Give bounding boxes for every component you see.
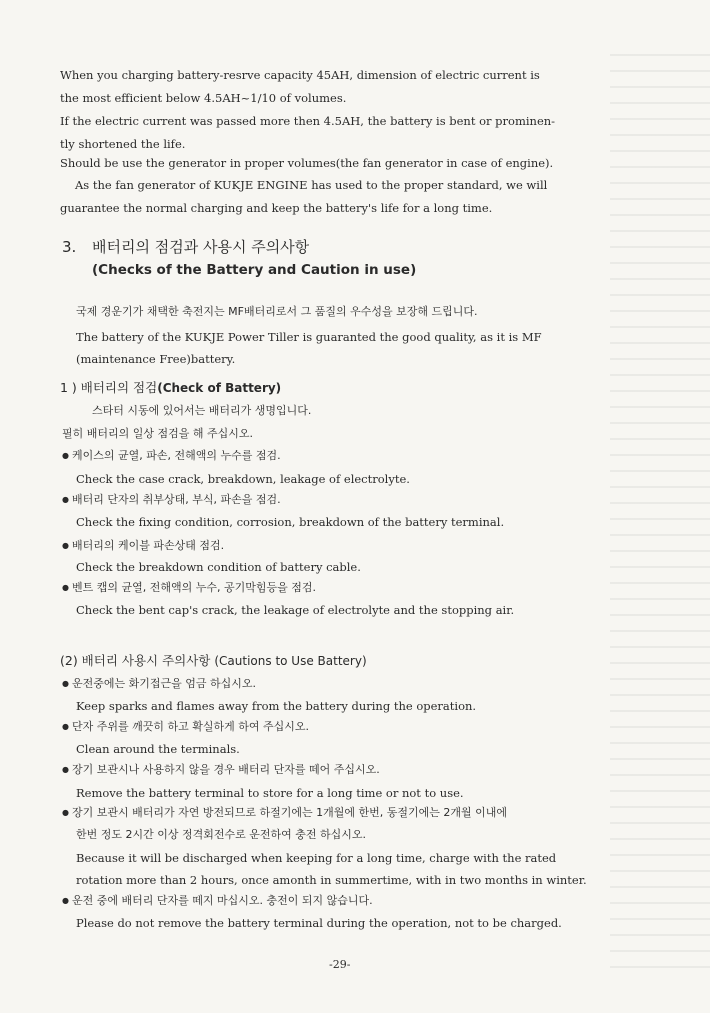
section-3-para-en-1: The battery of the KUKJE Power Tiller is guaranted the good quality, as it is MF	[76, 330, 542, 344]
caution-item-5-en: Please do not remove the battery terminal during the operation, not to be charged.	[76, 916, 562, 930]
intro-line-1: When you charging battery-resrve capacity 45AH, dimension of electric current is	[60, 68, 540, 82]
page-number: -29-	[329, 958, 351, 971]
subsection-2-title-ko: (2) 배터리 사용시 주의사항	[60, 653, 211, 668]
intro-line-7: guarantee the normal charging and keep the battery's life for a long time.	[60, 201, 493, 215]
section-3-number: 3.	[62, 238, 77, 256]
caution-item-2-en: Clean around the terminals.	[76, 742, 240, 756]
subsection-1-line-2: 필히 배터리의 일상 점검을 해 주십시오.	[62, 427, 253, 440]
caution-item-1-ko: ● 운전중에는 화기접근을 엄금 하십시오.	[62, 677, 256, 692]
subsection-1-title-ko: 1 ) 배터리의 점검	[60, 380, 158, 395]
check-item-1-en: Check the case crack, breakdown, leakage of electrolyte.	[76, 472, 410, 486]
caution-item-4-ko-cont: 한번 정도 2시간 이상 정격회전수로 운전하여 충전 하십시오.	[76, 828, 366, 841]
bleed-through-area	[610, 40, 710, 980]
section-3-title-ko: 배터리의 점검과 사용시 주의사항	[92, 238, 310, 256]
intro-line-3: If the electric current was passed more then 4.5AH, the battery is bent or prominen-	[60, 114, 556, 128]
caution-item-5-ko: ● 운전 중에 배터리 단자를 떼지 마십시오. 충전이 되지 않습니다.	[62, 894, 373, 909]
check-item-4-ko: ● 벤트 캡의 균열, 전해액의 누수, 공기막힘등을 점검.	[62, 581, 316, 596]
section-3-title-en: (Checks of the Battery and Caution in use)	[92, 262, 417, 278]
caution-item-4-ko: ● 장기 보관시 배터리가 자연 방전되므로 하절기에는 1개월에 한번, 동절기에는 2개월 이내에	[62, 806, 507, 821]
check-item-4-en: Check the bent cap's crack, the leakage of electrolyte and the stopping air.	[76, 603, 515, 617]
caution-item-2-ko: ● 단자 주위를 깨끗히 하고 확실하게 하여 주십시오.	[62, 720, 309, 735]
caution-item-1-en: Keep sparks and flames away from the battery during the operation.	[76, 699, 477, 713]
check-item-1-ko: ● 케이스의 균열, 파손, 전해액의 누수를 점검.	[62, 449, 281, 464]
subsection-1-title	[60, 381, 281, 395]
section-3-para-ko: 국제 경운기가 채택한 축전지는 MF배터리로서 그 품질의 우수성을 보장해 드립니다.	[76, 305, 478, 318]
caution-item-3-ko: ● 장기 보관시나 사용하지 않을 경우 배터리 단자를 떼어 주십시오.	[62, 763, 380, 778]
subsection-2-title	[60, 654, 367, 668]
check-item-2-en: Check the fixing condition, corrosion, breakdown of the battery terminal.	[76, 515, 505, 529]
check-item-3-en: Check the breakdown condition of battery cable.	[76, 560, 361, 574]
caution-item-3-en: Remove the battery terminal to store for a long time or not to use.	[76, 786, 464, 800]
subsection-1-line-1: 스타터 시동에 있어서는 배터리가 생명입니다.	[92, 404, 312, 417]
intro-line-6: As the fan generator of KUKJE ENGINE has used to the proper standard, we will	[75, 178, 548, 192]
caution-item-4-en-1: Because it will be discharged when keeping for a long time, charge with the rated	[76, 851, 557, 865]
check-item-2-ko: ● 배터리 단자의 취부상태, 부식, 파손을 점검.	[62, 493, 281, 508]
intro-line-4: tly shortened the life.	[60, 137, 186, 151]
check-item-3-ko: ● 배터리의 케이블 파손상태 점검.	[62, 539, 224, 554]
subsection-1-title-en: (Check of Battery)	[157, 381, 282, 395]
intro-line-2: the most efficient below 4.5AH~1/10 of volumes.	[60, 91, 347, 105]
intro-line-5: Should be use the generator in proper volumes(the fan generator in case of engine).	[60, 156, 554, 170]
subsection-2-title-en: (Cautions to Use Battery)	[214, 654, 367, 668]
section-3-para-en-2: (maintenance Free)battery.	[76, 352, 236, 366]
caution-item-4-en-2: rotation more than 2 hours, once amonth in summertime, with in two months in winter.	[76, 873, 587, 887]
